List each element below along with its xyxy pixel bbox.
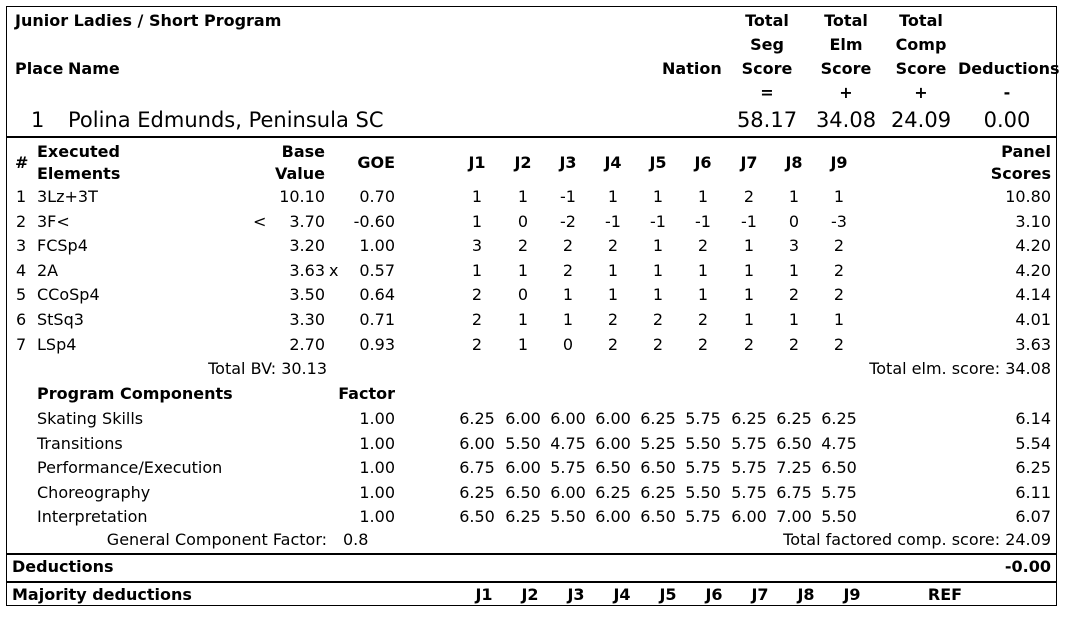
element-judge-score: 1 [743,260,755,280]
judge-header: J5 [649,153,667,172]
element-judge-score: 1 [652,285,664,305]
element-judge-score: 1 [788,310,800,329]
name-header: Name [68,59,120,78]
element-panel-score: 4.20 [1015,236,1051,256]
element-goe: 0.57 [359,260,395,280]
element-judge-score: 1 [517,334,529,354]
component-judge-score: 6.25 [459,409,495,428]
element-judge-score: 2 [743,187,755,206]
element-judge-score: 1 [697,187,709,206]
component-judge-score: 6.50 [595,458,631,477]
element-judge-score: 2 [607,236,619,256]
element-judge-score: 1 [833,187,845,206]
tss-header-2: Seg [750,35,784,54]
element-judge-score: 0 [788,211,800,231]
panel-header-2: Scores [990,164,1051,183]
component-judge-score: 5.75 [550,458,586,477]
component-name: Transitions [37,433,123,453]
element-panel-score: 3.10 [1015,211,1051,231]
element-judge-score: 1 [471,211,483,231]
majority-judge-header: J1 [475,585,493,604]
element-goe: 0.64 [359,285,395,305]
component-factor: 1.00 [359,482,395,502]
element-judge-score: 1 [697,260,709,280]
element-judge-score: 1 [517,310,529,329]
pcs-header-2: Comp [895,35,947,54]
element-judge-score: 2 [607,310,619,329]
component-factor: 1.00 [359,433,395,453]
tss-header-3: Score [741,59,793,78]
element-judge-score: 2 [471,310,483,329]
component-judge-score: 5.25 [640,433,676,453]
component-panel-score: 5.54 [1015,433,1051,453]
component-judge-score: 6.00 [505,458,541,477]
element-judge-score: 1 [652,187,664,206]
element-judge-score: 2 [833,334,845,354]
element-judge-score: 2 [833,236,845,256]
element-base-value: 3.20 [289,236,325,256]
component-judge-score: 6.25 [640,409,676,428]
skater-name: Polina Edmunds, Peninsula SC [68,108,384,132]
element-judge-score: 1 [607,187,619,206]
nation-header: Nation [662,59,722,78]
component-judge-score: 6.25 [776,409,812,428]
element-judge-score: 1 [788,260,800,280]
element-judge-score: 1 [471,187,483,206]
component-judge-score: 6.25 [505,507,541,526]
component-judge-score: 6.00 [595,433,631,453]
component-judge-score: 6.25 [731,409,767,428]
judge-header: J8 [785,153,803,172]
component-judge-score: 5.75 [731,482,767,502]
element-judge-score: 1 [517,187,529,206]
ref-header: REF [927,585,963,604]
deductions-label: Deductions [12,557,114,576]
majority-judge-header: J3 [567,585,585,604]
pcs-header-4: + [914,83,928,102]
component-judge-score: 5.75 [685,409,721,428]
base-header-1: Base [281,142,325,161]
base-header-2: Value [274,164,325,183]
component-judge-score: 6.50 [505,482,541,502]
component-name: Interpretation [37,507,148,526]
element-judge-score: 1 [743,236,755,256]
majority-judge-header: J7 [751,585,769,604]
judge-header: J1 [468,153,486,172]
element-info: < [253,211,267,231]
element-judge-score: 2 [788,285,800,305]
element-judge-score: 2 [471,334,483,354]
element-judge-score: 2 [607,334,619,354]
total-bv: Total BV: 30.13 [208,359,327,378]
skater-place: 1 [31,108,45,132]
component-judge-score: 5.75 [685,458,721,477]
judge-header: J3 [559,153,577,172]
element-goe: 1.00 [359,236,395,256]
component-judge-score: 6.50 [821,458,857,477]
element-judge-score: -1 [560,187,576,206]
element-judge-score: -1 [650,211,666,231]
factor-header: Factor [338,384,395,403]
component-judge-score: 6.50 [459,507,495,526]
majority-judge-header: J8 [797,585,815,604]
tes-header-3: Score [820,59,872,78]
component-judge-score: 7.00 [776,507,812,526]
component-judge-score: 5.75 [685,507,721,526]
element-base-value: 3.70 [289,211,325,231]
element-judge-score: 2 [743,334,755,354]
component-name: Choreography [37,482,151,502]
element-number: 1 [16,187,27,206]
ded-header-1: Deductions [958,59,1060,78]
component-judge-score: 6.00 [550,482,586,502]
place-header: Place [15,59,64,78]
element-number: 6 [16,310,27,329]
element-judge-score: 2 [517,236,529,256]
element-judge-score: 1 [471,260,483,280]
general-component-factor: General Component Factor: [106,530,327,549]
component-judge-score: 5.50 [505,433,541,453]
component-judge-score: 5.50 [685,482,721,502]
element-name: CCoSp4 [37,285,100,305]
majority-judge-header: J4 [613,585,631,604]
tss-header-1: Total [745,11,789,30]
component-factor: 1.00 [359,458,395,477]
element-judge-score: 1 [743,310,755,329]
element-judge-score: 2 [652,310,664,329]
majority-judge-header: J2 [521,585,539,604]
tes-header-2: Elm [829,35,863,54]
element-judge-score: 2 [697,310,709,329]
component-judge-score: 6.75 [776,482,812,502]
judge-header: J4 [604,153,622,172]
element-name: FCSp4 [37,236,88,256]
deductions-score: 0.00 [983,108,1031,132]
component-panel-score: 6.11 [1015,482,1051,502]
element-judge-score: 1 [697,285,709,305]
element-judge-score: 2 [562,260,574,280]
tes-header-1: Total [824,11,868,30]
tss-header-4: = [760,83,774,102]
element-name: LSp4 [37,334,77,354]
component-name: Performance/Execution [37,458,223,477]
component-judge-score: 5.75 [731,458,767,477]
element-goe: -0.60 [353,211,395,231]
element-goe: 0.93 [359,334,395,354]
general-component-factor-value: 0.8 [343,530,369,549]
score-sheet [6,6,1060,606]
element-judge-score: 1 [788,187,800,206]
element-number: 3 [16,236,27,256]
component-judge-score: 6.25 [821,409,857,428]
component-factor: 1.00 [359,409,395,428]
element-judge-score: -1 [695,211,711,231]
element-panel-score: 3.63 [1015,334,1051,354]
element-judge-score: -1 [741,211,757,231]
element-bonus: x [329,260,339,280]
element-judge-score: 1 [517,260,529,280]
panel-header-1: Panel [1001,142,1051,161]
component-judge-score: 6.50 [776,433,812,453]
element-number: 7 [16,334,27,354]
component-judge-score: 4.75 [821,433,857,453]
component-judge-score: 6.25 [459,482,495,502]
element-judge-score: 1 [562,285,574,305]
component-judge-score: 6.00 [505,409,541,428]
element-panel-score: 4.14 [1015,285,1051,305]
element-number: 4 [16,260,27,280]
element-number: 2 [16,211,27,231]
component-name: Skating Skills [37,409,144,428]
total-elm-score: Total elm. score: 34.08 [869,359,1051,378]
element-judge-score: -3 [831,211,847,231]
deductions-value: -0.00 [1004,557,1051,576]
majority-judge-header: J6 [705,585,723,604]
component-judge-score: 5.75 [821,482,857,502]
ded-header-2: - [1003,83,1011,102]
component-judge-score: 6.50 [640,458,676,477]
component-judge-score: 6.00 [459,433,495,453]
majority-judge-header: J9 [843,585,861,604]
component-judge-score: 6.50 [640,507,676,526]
component-judge-score: 6.00 [731,507,767,526]
components-title: Program Components [37,384,233,403]
component-panel-score: 6.07 [1015,507,1051,526]
goe-header: GOE [357,153,395,172]
element-judge-score: 0 [562,334,574,354]
component-judge-score: 5.50 [550,507,586,526]
element-judge-score: 0 [517,285,529,305]
divider-deductions [7,553,1056,555]
element-goe: 0.71 [359,310,395,329]
element-name: 3F< [37,211,70,231]
component-judge-score: 6.00 [595,409,631,428]
total-element-score: 34.08 [815,108,877,132]
element-name: 2A [37,260,59,280]
element-judge-score: 2 [652,334,664,354]
component-panel-score: 6.14 [1015,409,1051,428]
total-segment-score: 58.17 [736,108,798,132]
element-judge-score: 2 [697,334,709,354]
element-panel-score: 10.80 [1005,187,1051,206]
element-judge-score: 2 [788,334,800,354]
component-judge-score: 6.25 [595,482,631,502]
element-name: StSq3 [37,310,84,329]
num-header: # [15,153,29,172]
element-judge-score: -1 [605,211,621,231]
total-factored-comp-score: Total factored comp. score: 24.09 [783,530,1051,549]
judge-header: J2 [514,153,532,172]
majority-judge-header: J5 [659,585,677,604]
component-judge-score: 5.75 [731,433,767,453]
component-judge-score: 7.25 [776,458,812,477]
element-judge-score: 1 [652,260,664,280]
majority-deductions-label: Majority deductions [12,585,192,604]
judge-header: J7 [740,153,758,172]
element-judge-score: 0 [517,211,529,231]
element-base-value: 10.10 [279,187,325,206]
element-judge-score: 1 [607,285,619,305]
component-judge-score: 5.50 [685,433,721,453]
element-panel-score: 4.01 [1015,310,1051,329]
element-judge-score: 1 [833,310,845,329]
total-component-score: 24.09 [890,108,952,132]
element-base-value: 3.63 [289,260,325,280]
component-judge-score: 6.00 [595,507,631,526]
element-base-value: 2.70 [289,334,325,354]
executed-header-2: Elements [37,164,121,183]
element-panel-score: 4.20 [1015,260,1051,280]
tes-header-4: + [839,83,853,102]
element-base-value: 3.30 [289,310,325,329]
component-judge-score: 6.00 [550,409,586,428]
segment-title: Junior Ladies / Short Program [15,11,282,30]
element-judge-score: 2 [562,236,574,256]
element-goe: 0.70 [359,187,395,206]
element-judge-score: 1 [743,285,755,305]
component-panel-score: 6.25 [1015,458,1051,477]
component-judge-score: 6.25 [640,482,676,502]
element-judge-score: 3 [471,236,483,256]
pcs-header-1: Total [899,11,943,30]
component-judge-score: 6.75 [459,458,495,477]
element-judge-score: 3 [788,236,800,256]
element-judge-score: 1 [607,260,619,280]
element-name: 3Lz+3T [37,187,98,206]
component-judge-score: 4.75 [550,433,586,453]
component-factor: 1.00 [359,507,395,526]
element-judge-score: 2 [833,260,845,280]
divider-majority [7,581,1056,583]
component-judge-score: 5.50 [821,507,857,526]
element-judge-score: 2 [471,285,483,305]
pcs-header-3: Score [895,59,947,78]
element-judge-score: 1 [652,236,664,256]
element-base-value: 3.50 [289,285,325,305]
element-judge-score: 2 [833,285,845,305]
element-judge-score: -2 [560,211,576,231]
judge-header: J6 [694,153,712,172]
element-judge-score: 1 [562,310,574,329]
executed-header-1: Executed [37,142,120,161]
judge-header: J9 [830,153,848,172]
divider-top [7,136,1056,138]
element-judge-score: 2 [697,236,709,256]
element-number: 5 [16,285,27,305]
